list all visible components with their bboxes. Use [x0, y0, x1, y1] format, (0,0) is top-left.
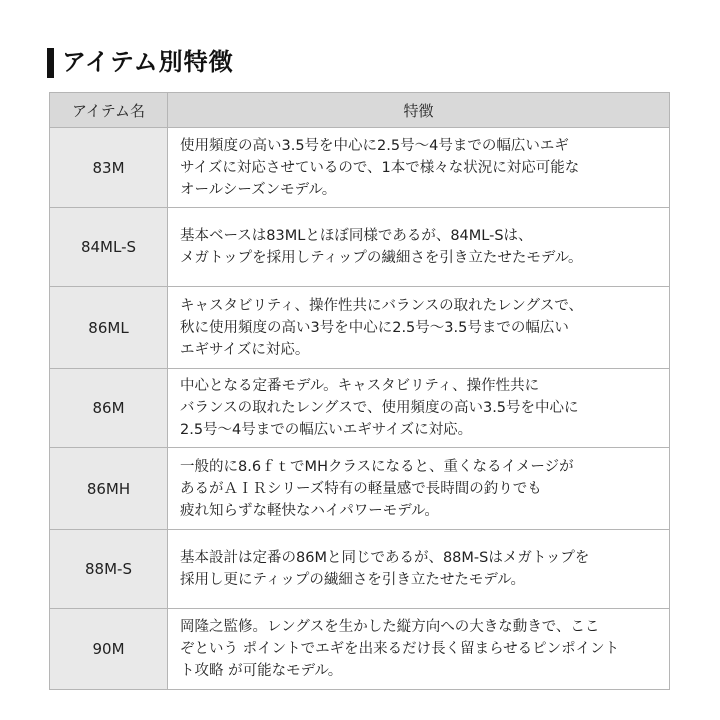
feature-line: 基本ベースは83MLとほぼ同様であるが、84ML-Sは、: [180, 228, 533, 244]
feature-cell: [168, 530, 670, 609]
table-row: [50, 448, 670, 530]
feature-cell: [168, 128, 670, 208]
feature-line: 岡隆之監修。レングスを生かした縦方向への大きな動きで、ここ: [180, 619, 600, 635]
table-row: [50, 609, 670, 690]
table-row: [50, 208, 670, 287]
item-name-cell: 88M-S: [50, 530, 168, 609]
feature-cell: [168, 208, 670, 287]
feature-line: オールシーズンモデル。: [180, 181, 337, 198]
item-name-cell: 84ML-S: [50, 208, 168, 287]
feature-line: ぞという ポイントでエギを出来るだけ長く留まらせるピンポイント: [180, 641, 620, 657]
item-name-cell: 90M: [50, 609, 168, 690]
feature-cell: [168, 448, 670, 530]
feature-line: 採用し更にティップの繊細さを引き立たせたモデル。: [180, 572, 525, 588]
feature-line: 使用頻度の高い3.5号を中心に2.5号〜4号までの幅広いエギ: [180, 137, 569, 154]
feature-line: 基本設計は定番の86Mと同じであるが、88M-Sはメガトップを: [180, 550, 590, 566]
header-item-name: アイテム名: [50, 93, 168, 128]
item-name-cell: 83M: [50, 128, 168, 208]
feature-line: 一般的に8.6ｆｔでMHクラスになると、重くなるイメージが: [180, 458, 574, 475]
feature-cell: [168, 369, 670, 448]
feature-line: メガトップを採用しティップの繊細さを引き立たせたモデル。: [180, 250, 583, 266]
feature-line: 2.5号〜4号までの幅広いエギサイズに対応。: [180, 422, 473, 438]
page-title: アイテム別特徴: [62, 48, 234, 76]
feature-line: ト攻略 が可能なモデル。: [180, 663, 343, 679]
item-name-cell: 86ML: [50, 287, 168, 369]
feature-line: 中心となる定番モデル。キャスタビリティ、操作性共に: [180, 378, 540, 394]
feature-line: サイズに対応させているので、1本で様々な状況に対応可能な: [180, 159, 580, 176]
feature-line: エギサイズに対応。: [180, 341, 310, 358]
title-accent-bar: [47, 48, 54, 78]
feature-cell: [168, 609, 670, 690]
item-name-cell: 86MH: [50, 448, 168, 530]
table-row: [50, 369, 670, 448]
feature-cell: [168, 287, 670, 369]
item-name-cell: 86M: [50, 369, 168, 448]
table-row: [50, 128, 670, 208]
item-feature-table: [49, 92, 670, 690]
table-header-row: [50, 93, 670, 128]
table-row: [50, 530, 670, 609]
feature-line: キャスタビリティ、操作性共にバランスの取れたレングスで、: [180, 297, 584, 314]
feature-line: 秋に使用頻度の高い3号を中心に2.5号〜3.5号までの幅広い: [180, 319, 569, 336]
feature-line: あるがＡＩＲシリーズ特有の軽量感で長時間の釣りでも: [180, 480, 542, 497]
header-feature: 特徴: [168, 93, 670, 128]
table-row: [50, 287, 670, 369]
feature-line: 疲れ知らずな軽快なハイパワーモデル。: [180, 502, 439, 519]
feature-line: バランスの取れたレングスで、使用頻度の高い3.5号を中心に: [180, 400, 579, 416]
